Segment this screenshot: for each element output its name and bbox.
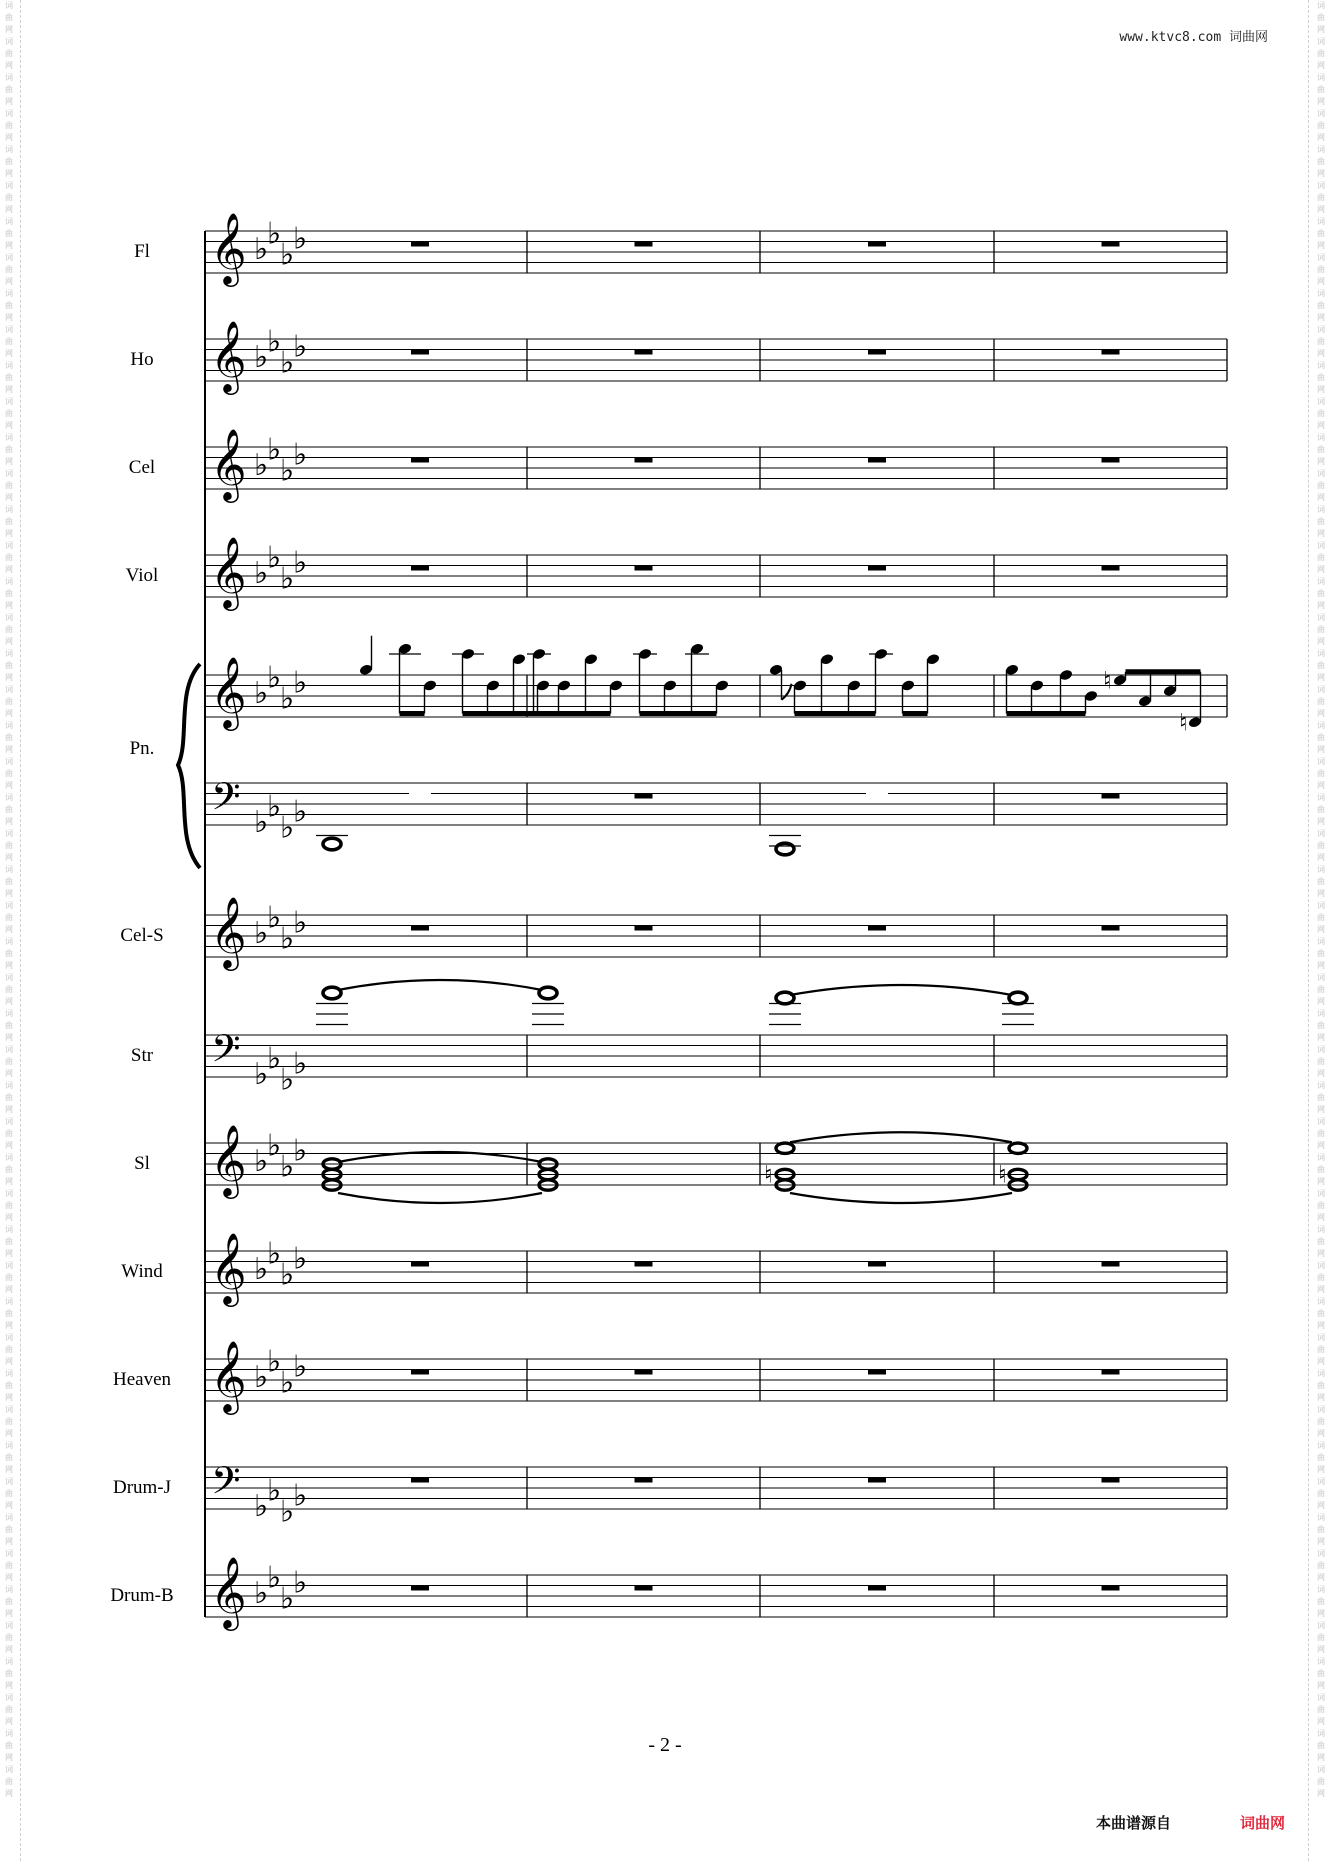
staff-str [205, 1035, 1227, 1077]
instrument-label: Str [130, 1045, 154, 1066]
piano-measure-4b [1113, 672, 1203, 729]
whole-rest [1102, 1370, 1120, 1375]
whole-rest [868, 566, 886, 571]
flat-icon: ♭ [293, 545, 308, 581]
whole-rest [411, 1370, 429, 1375]
site-url: www.ktvc8.com [1119, 30, 1222, 45]
piano-brace-icon [178, 664, 200, 868]
whole-rest [1102, 794, 1120, 799]
flat-icon: ♭ [267, 1344, 282, 1380]
treble-clef-icon: 𝄞 [210, 895, 247, 968]
natural-icon: ♮ [1103, 666, 1112, 695]
whole-rest [635, 794, 653, 799]
whole-rest [868, 458, 886, 463]
whole-rest [868, 1262, 886, 1267]
treble-clef-icon: 𝄞 [210, 319, 247, 392]
footer-brand: 词曲网 [1240, 1814, 1286, 1832]
whole-rest [635, 1262, 653, 1267]
treble-clef-icon: 𝄞 [210, 655, 247, 728]
flat-icon: ♭ [254, 916, 269, 951]
treble-clef-icon: 𝄞 [210, 1123, 247, 1196]
sl-chord-3 [776, 1143, 794, 1190]
staff-fl [205, 231, 1227, 273]
flat-icon: ♭ [267, 660, 282, 696]
flat-icon: ♭ [254, 232, 269, 267]
page-number: - 2 - [648, 1734, 682, 1756]
staff-sl [205, 1143, 1227, 1185]
whole-rest [868, 926, 886, 931]
flat-icon: ♭ [293, 1133, 308, 1169]
whole-rest [868, 1370, 886, 1375]
treble-clef-icon: 𝄞 [210, 211, 247, 284]
whole-rest [1102, 458, 1120, 463]
flat-icon: ♭ [254, 805, 269, 840]
natural-icon: ♮ [764, 1160, 773, 1189]
flat-icon: ♭ [293, 437, 308, 473]
left-margin-watermark: 词曲网词曲网词曲网词曲网词曲网词曲网词曲网词曲网词曲网词曲网词曲网词曲网词曲网词曲网词曲网词曲网词曲网词曲网词曲网词曲网词曲网词曲网词曲网词曲网词曲网词曲网词曲网词曲网词曲网词曲网词曲网词曲网词曲网词曲网词曲网词曲网词曲网词曲网词曲网词曲网词曲网词曲网词曲网词曲网词曲网词曲网词曲网词曲网词曲网词曲网 [5, 1, 13, 1798]
flat-icon: ♭ [254, 1252, 269, 1287]
staff-viol [205, 555, 1227, 597]
staff-ho [205, 339, 1227, 381]
flat-icon: ♭ [280, 1149, 295, 1185]
flat-icon: ♭ [254, 340, 269, 375]
tie [338, 1193, 542, 1203]
instrument-label: Drum-J [112, 1477, 172, 1498]
whole-rest [411, 1478, 429, 1483]
flat-icon: ♭ [280, 237, 295, 273]
flat-icon: ♭ [280, 345, 295, 381]
flat-icon: ♭ [254, 1489, 269, 1524]
flat-icon: ♭ [280, 1062, 295, 1098]
site-name: 词曲网 [1228, 30, 1268, 45]
flat-icon: ♭ [254, 1144, 269, 1179]
treble-clef-icon: 𝄞 [210, 535, 247, 608]
treble-clef-icon: 𝄞 [210, 1555, 247, 1628]
piano-measure-3 [793, 648, 941, 714]
instrument-label: Fl [134, 241, 150, 262]
rest-mask [866, 793, 888, 800]
flat-icon: ♭ [267, 216, 282, 252]
whole-rest [411, 350, 429, 355]
right-margin-watermark: 词曲网词曲网词曲网词曲网词曲网词曲网词曲网词曲网词曲网词曲网词曲网词曲网词曲网词曲网词曲网词曲网词曲网词曲网词曲网词曲网词曲网词曲网词曲网词曲网词曲网词曲网词曲网词曲网词曲网词曲网词曲网词曲网词曲网词曲网词曲网词曲网词曲网词曲网词曲网词曲网词曲网词曲网词曲网词曲网词曲网词曲网词曲网词曲网词曲网词曲网 [1317, 1, 1325, 1798]
sl-chord-4 [1009, 1143, 1027, 1190]
staff-drumj [205, 1467, 1227, 1509]
flat-icon: ♭ [267, 1041, 282, 1077]
bass-clef-icon: 𝄢 [211, 1026, 241, 1080]
tie [790, 985, 1012, 995]
flat-icon: ♭ [293, 1241, 308, 1277]
whole-rest [411, 242, 429, 247]
whole-rest [411, 1586, 429, 1591]
flat-icon: ♭ [254, 556, 269, 591]
rest-mask [409, 793, 431, 800]
flat-icon: ♭ [267, 540, 282, 576]
flat-icon: ♭ [280, 921, 295, 957]
natural-icon: ♮ [1179, 708, 1188, 737]
whole-rest [1102, 350, 1120, 355]
whole-rest [1102, 242, 1120, 247]
whole-rest [1102, 566, 1120, 571]
whole-rest [635, 1478, 653, 1483]
instrument-label: Cel-S [120, 925, 164, 946]
instrument-label: Heaven [112, 1369, 172, 1390]
flat-icon: ♭ [254, 448, 269, 483]
flat-icon: ♭ [267, 1473, 282, 1509]
whole-rest [1102, 1478, 1120, 1483]
whole-rest [635, 566, 653, 571]
flat-icon: ♭ [280, 810, 295, 846]
whole-rest [1102, 926, 1120, 931]
treble-clef-icon: 𝄞 [210, 427, 247, 500]
flat-icon: ♭ [293, 905, 308, 941]
flat-icon: ♭ [293, 794, 308, 830]
whole-rest [868, 1586, 886, 1591]
instrument-label: Wind [121, 1261, 163, 1282]
whole-rest [635, 1586, 653, 1591]
piano-measure-3-lead [769, 663, 792, 699]
staff-wind [205, 1251, 1227, 1293]
flat-icon: ♭ [254, 1576, 269, 1611]
staff-heaven [205, 1359, 1227, 1401]
flat-icon: ♭ [280, 1365, 295, 1401]
staff-cel [205, 447, 1227, 489]
whole-rest [635, 350, 653, 355]
flat-icon: ♭ [267, 1128, 282, 1164]
flat-icon: ♭ [293, 221, 308, 257]
whole-rest [1102, 1262, 1120, 1267]
whole-rest [635, 1370, 653, 1375]
flat-icon: ♭ [280, 681, 295, 717]
flat-icon: ♭ [293, 1478, 308, 1514]
flat-icon: ♭ [254, 676, 269, 711]
staff-drumb [205, 1575, 1227, 1617]
note-flag [782, 684, 792, 700]
treble-clef-icon: 𝄞 [210, 1231, 247, 1304]
flat-icon: ♭ [267, 900, 282, 936]
flat-icon: ♭ [293, 329, 308, 365]
tie [790, 1132, 1012, 1142]
flat-icon: ♭ [267, 1236, 282, 1272]
treble-clef-icon: 𝄞 [210, 1339, 247, 1412]
flat-icon: ♭ [280, 1494, 295, 1530]
bass-clef-icon: 𝄢 [211, 1458, 241, 1512]
flat-icon: ♭ [280, 453, 295, 489]
whole-rest [868, 242, 886, 247]
flat-icon: ♭ [267, 432, 282, 468]
flat-icon: ♭ [293, 1349, 308, 1385]
instrument-label: Pn. [129, 738, 155, 759]
instrument-label: Sl [134, 1153, 150, 1174]
piano-measure-2 [527, 642, 729, 713]
flat-icon: ♭ [267, 324, 282, 360]
footer-source: 本曲谱源自 [1096, 1814, 1172, 1832]
flat-icon: ♭ [293, 1565, 308, 1601]
flat-icon: ♭ [254, 1057, 269, 1092]
piano-bass-whole-note [776, 843, 794, 855]
flat-icon: ♭ [280, 1257, 295, 1293]
instrument-label: Cel [128, 457, 156, 478]
bass-clef-icon: 𝄢 [211, 774, 241, 828]
instrument-label: Drum-B [110, 1585, 174, 1606]
tie [338, 980, 542, 990]
flat-icon: ♭ [254, 1360, 269, 1395]
flat-icon: ♭ [280, 1581, 295, 1617]
whole-rest [635, 458, 653, 463]
flat-icon: ♭ [267, 789, 282, 825]
flat-icon: ♭ [293, 665, 308, 701]
whole-rest [411, 926, 429, 931]
flat-icon: ♭ [280, 561, 295, 597]
flat-icon: ♭ [293, 1046, 308, 1082]
whole-rest [635, 926, 653, 931]
natural-icon: ♮ [998, 1160, 1007, 1189]
whole-rest [635, 242, 653, 247]
instrument-label: Ho [130, 349, 154, 370]
chord-note [1009, 1143, 1027, 1153]
whole-rest [868, 1478, 886, 1483]
whole-rest [411, 1262, 429, 1267]
staff-cels [205, 915, 1227, 957]
instrument-label: Viol [125, 565, 159, 586]
whole-rest [868, 350, 886, 355]
tie [790, 1193, 1012, 1203]
whole-rest [1102, 1586, 1120, 1591]
chord-note [776, 1143, 794, 1153]
whole-rest [411, 566, 429, 571]
piano-bass-whole-note [323, 838, 341, 850]
flat-icon: ♭ [267, 1560, 282, 1596]
piano-bass-staff [205, 783, 1227, 825]
whole-rest [411, 458, 429, 463]
